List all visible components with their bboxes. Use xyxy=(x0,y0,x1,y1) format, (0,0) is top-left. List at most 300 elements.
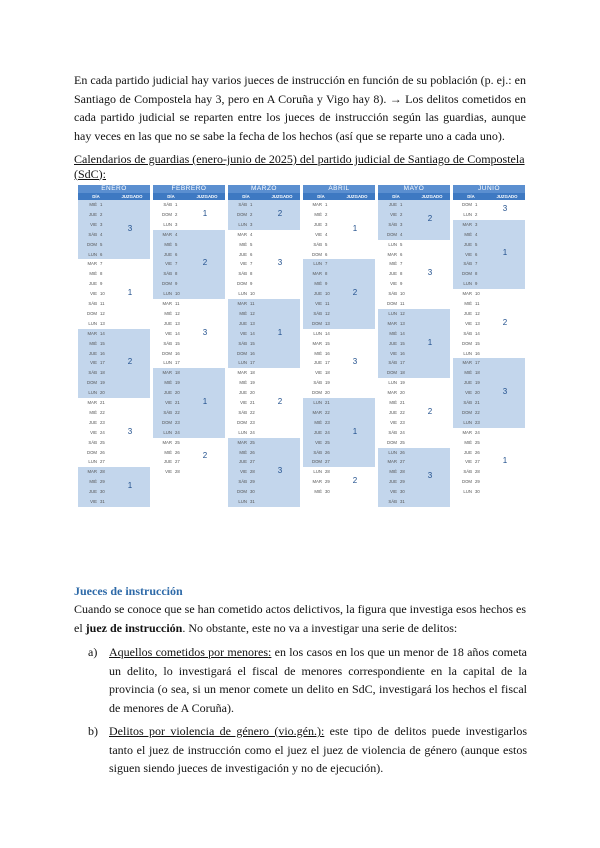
day-number: 8 xyxy=(100,271,103,277)
day-row xyxy=(153,289,189,299)
day-row xyxy=(228,428,264,438)
day-number: 6 xyxy=(475,251,478,257)
day-row xyxy=(78,408,114,418)
weekday: DOM xyxy=(386,301,397,306)
day-row xyxy=(453,250,489,260)
day-row xyxy=(78,497,114,507)
weekday: LUN xyxy=(313,261,322,267)
day-row xyxy=(153,398,189,408)
weekday: MAR xyxy=(162,231,172,237)
day-number: 16 xyxy=(175,350,180,356)
day-row xyxy=(78,319,114,329)
juzgado-number: 1 xyxy=(427,337,433,347)
column-headers xyxy=(153,193,225,200)
day-number: 8 xyxy=(475,271,478,277)
day-row xyxy=(303,250,339,260)
day-row xyxy=(453,329,489,339)
day-number: 16 xyxy=(100,350,105,356)
weekday: MAR xyxy=(387,320,397,326)
day-number: 4 xyxy=(175,231,178,237)
weekday: LUN xyxy=(238,429,247,435)
weekday: MIÉ xyxy=(164,310,172,316)
day-row xyxy=(378,210,414,220)
day-number: 10 xyxy=(400,291,405,297)
calendar-month xyxy=(228,185,300,507)
weekday: SÁB xyxy=(463,261,472,267)
day-row xyxy=(153,319,189,329)
day-number: 25 xyxy=(475,439,480,445)
day-number: 11 xyxy=(325,301,330,306)
day-number: 1 xyxy=(175,202,178,207)
day-row xyxy=(153,230,189,240)
day-number: 12 xyxy=(175,310,180,316)
day-number: 10 xyxy=(325,291,330,297)
day-row xyxy=(378,428,414,438)
day-number: 9 xyxy=(400,281,403,287)
weekday: VIE xyxy=(165,469,172,475)
day-number: 4 xyxy=(250,231,253,237)
day-row xyxy=(78,230,114,240)
day-number: 20 xyxy=(100,390,105,396)
weekday: SÁB xyxy=(88,439,97,445)
day-number: 14 xyxy=(475,330,480,336)
calendar-month xyxy=(303,185,375,507)
day-row xyxy=(453,388,489,398)
weekday: MIÉ xyxy=(314,211,322,217)
day-row xyxy=(378,378,414,388)
day-row xyxy=(453,289,489,299)
day-number: 4 xyxy=(100,231,103,237)
weekday: MIÉ xyxy=(314,350,322,356)
day-row xyxy=(303,457,339,467)
weekday: VIE xyxy=(315,370,322,376)
juzgado-number: 2 xyxy=(277,396,283,406)
day-number: 22 xyxy=(475,409,480,415)
day-row xyxy=(378,220,414,230)
juzgado-number: 1 xyxy=(352,426,358,436)
calendar-month xyxy=(378,185,450,507)
day-row xyxy=(228,349,264,359)
jueces-text-pre: Cuando se conoce que se han cometido actos delictivos, la figura que investiga esos hechos es el xyxy=(74,602,526,635)
weekday: MAR xyxy=(312,271,322,277)
day-number: 16 xyxy=(250,350,255,356)
weekday: LUN xyxy=(88,390,97,396)
weekday: MIÉ xyxy=(164,241,172,247)
day-row xyxy=(153,467,189,477)
juzgado-number: 3 xyxy=(427,471,433,481)
day-row xyxy=(378,448,414,458)
weekday: LUN xyxy=(238,221,247,227)
juzgado-number: 1 xyxy=(352,223,358,233)
day-number: 4 xyxy=(400,231,403,237)
weekday: MAR xyxy=(162,301,172,306)
day-number: 2 xyxy=(325,211,328,217)
weekday: DOM xyxy=(86,449,97,455)
day-number: 26 xyxy=(175,449,180,455)
weekday: MIÉ xyxy=(464,439,472,445)
day-row xyxy=(453,319,489,329)
day-number: 7 xyxy=(100,261,103,267)
day-row xyxy=(228,418,264,428)
weekday: VIE xyxy=(390,281,397,287)
day-row xyxy=(228,329,264,339)
day-row xyxy=(378,349,414,359)
weekday: MIÉ xyxy=(89,409,97,415)
day-row xyxy=(378,358,414,368)
day-number: 19 xyxy=(175,380,180,386)
day-row xyxy=(78,418,114,428)
day-row xyxy=(153,240,189,250)
day-row xyxy=(303,467,339,477)
weekday: SÁB xyxy=(163,202,172,207)
day-number: 21 xyxy=(250,400,255,405)
day-number: 13 xyxy=(100,320,105,326)
day-row xyxy=(378,339,414,349)
day-number: 11 xyxy=(100,301,105,306)
col-juzgado: JUZGADO xyxy=(121,194,143,199)
juzgado-number: 1 xyxy=(127,481,133,491)
weekday: MIÉ xyxy=(239,310,247,316)
day-row xyxy=(228,438,264,448)
weekday: VIE xyxy=(165,330,172,336)
day-row xyxy=(378,418,414,428)
weekday: JUE xyxy=(313,291,322,297)
day-row xyxy=(78,349,114,359)
weekday: MAR xyxy=(312,409,322,415)
weekday: VIE xyxy=(315,439,322,445)
day-number: 20 xyxy=(250,390,255,396)
day-number: 6 xyxy=(325,251,328,257)
weekday: SÁB xyxy=(388,429,397,435)
weekday: LUN xyxy=(88,320,97,326)
day-number: 22 xyxy=(175,409,180,415)
juzgado-number: 2 xyxy=(352,288,358,298)
weekday: SÁB xyxy=(238,409,247,415)
day-number: 24 xyxy=(475,429,480,435)
day-row xyxy=(453,220,489,230)
weekday: DOM xyxy=(311,390,322,396)
day-row xyxy=(228,467,264,477)
day-number: 10 xyxy=(175,291,180,297)
weekday: SÁB xyxy=(163,271,172,277)
day-number: 10 xyxy=(250,291,255,297)
weekday: MAR xyxy=(312,340,322,346)
day-row xyxy=(228,339,264,349)
weekday: VIE xyxy=(90,429,97,435)
weekday: LUN xyxy=(463,350,472,356)
column-headers xyxy=(303,193,375,200)
weekday: JUE xyxy=(88,211,97,217)
weekday: VIE xyxy=(390,350,397,356)
day-number: 17 xyxy=(250,360,255,366)
day-row xyxy=(153,428,189,438)
day-row xyxy=(453,279,489,289)
day-row xyxy=(303,368,339,378)
day-row xyxy=(78,279,114,289)
day-number: 22 xyxy=(250,409,255,415)
day-number: 17 xyxy=(100,360,105,366)
day-number: 20 xyxy=(175,390,180,396)
weekday: SÁB xyxy=(313,449,322,455)
day-number: 3 xyxy=(400,221,403,227)
day-row xyxy=(228,477,264,487)
juzgado-number: 3 xyxy=(427,268,433,278)
juzgado-number: 3 xyxy=(277,466,283,476)
weekday: VIE xyxy=(465,390,472,396)
weekday: JUE xyxy=(463,380,472,386)
day-number: 9 xyxy=(175,281,178,287)
day-number: 28 xyxy=(400,469,405,475)
day-row xyxy=(453,428,489,438)
juzgado-number: 3 xyxy=(127,223,133,233)
weekday: DOM xyxy=(86,310,97,316)
day-number: 23 xyxy=(400,419,405,425)
juzgado-number: 2 xyxy=(277,208,283,218)
day-number: 23 xyxy=(475,419,480,425)
day-row xyxy=(303,309,339,319)
col-dia: DÍA xyxy=(167,194,175,199)
day-row xyxy=(303,329,339,339)
day-row xyxy=(78,428,114,438)
day-row xyxy=(303,279,339,289)
day-number: 3 xyxy=(175,221,178,227)
weekday: DOM xyxy=(386,439,397,445)
day-number: 12 xyxy=(475,310,480,316)
weekday: VIE xyxy=(90,291,97,297)
day-row xyxy=(153,250,189,260)
juzgado-number: 2 xyxy=(352,476,358,486)
col-juzgado: JUZGADO xyxy=(346,194,368,199)
day-number: 20 xyxy=(400,390,405,396)
day-number: 12 xyxy=(400,310,405,316)
day-number: 30 xyxy=(475,489,480,495)
weekday: MAR xyxy=(387,251,397,257)
day-number: 27 xyxy=(100,459,105,465)
day-number: 12 xyxy=(100,310,105,316)
day-number: 27 xyxy=(250,459,255,465)
weekday: MIÉ xyxy=(464,301,472,306)
weekday: MIÉ xyxy=(389,400,397,405)
day-row xyxy=(78,289,114,299)
column-headers xyxy=(228,193,300,200)
weekday: VIE xyxy=(90,499,97,504)
weekday: MAR xyxy=(462,221,472,227)
day-row xyxy=(228,448,264,458)
day-number: 16 xyxy=(400,350,405,356)
day-row xyxy=(228,487,264,497)
day-row xyxy=(78,457,114,467)
jueces-text-post: . No obstante, este no va a investigar una serie de delitos: xyxy=(182,620,458,635)
day-number: 13 xyxy=(175,320,180,326)
weekday: LUN xyxy=(88,459,97,465)
day-row xyxy=(228,279,264,289)
day-number: 30 xyxy=(100,489,105,495)
day-row xyxy=(378,408,414,418)
day-number: 29 xyxy=(250,479,255,485)
weekday: JUE xyxy=(163,251,172,257)
day-row xyxy=(78,210,114,220)
day-row xyxy=(78,259,114,269)
day-number: 19 xyxy=(400,380,405,386)
day-row xyxy=(78,358,114,368)
day-number: 8 xyxy=(325,271,328,277)
weekday: MAR xyxy=(162,370,172,376)
day-number: 29 xyxy=(400,479,405,485)
weekday: MIÉ xyxy=(389,330,397,336)
weekday: VIE xyxy=(390,211,397,217)
weekday: MAR xyxy=(87,330,97,336)
juzgado-number: 1 xyxy=(202,208,208,218)
weekday: MIÉ xyxy=(239,241,247,247)
weekday: JUE xyxy=(388,202,397,207)
weekday: LUN xyxy=(163,360,172,366)
weekday: LUN xyxy=(463,211,472,217)
day-number: 3 xyxy=(325,221,328,227)
day-row xyxy=(153,339,189,349)
day-number: 15 xyxy=(100,340,105,346)
day-row xyxy=(78,240,114,250)
weekday: JUE xyxy=(88,281,97,287)
weekday: MAR xyxy=(462,291,472,297)
day-row xyxy=(78,487,114,497)
day-number: 8 xyxy=(400,271,403,277)
weekday: JUE xyxy=(313,221,322,227)
day-row xyxy=(78,368,114,378)
day-row xyxy=(78,398,114,408)
day-row xyxy=(303,408,339,418)
day-number: 31 xyxy=(250,499,255,504)
list-item-text xyxy=(109,722,527,778)
day-row xyxy=(378,200,414,210)
day-row xyxy=(153,408,189,418)
weekday: MAR xyxy=(162,439,172,445)
day-number: 9 xyxy=(475,281,478,287)
calendar-month xyxy=(453,185,525,507)
calendar-heading: Calendarios de guardias (enero-junio de 2025) del partido judicial de Santiago de Compostela (SdC): xyxy=(74,152,525,181)
day-number: 4 xyxy=(475,231,478,237)
day-number: 25 xyxy=(325,439,330,445)
day-row xyxy=(378,279,414,289)
day-number: 21 xyxy=(400,400,405,405)
day-number: 25 xyxy=(100,439,105,445)
day-row xyxy=(303,349,339,359)
weekday: LUN xyxy=(388,310,397,316)
juzgado-number: 2 xyxy=(502,317,508,327)
weekday: LUN xyxy=(238,360,247,366)
day-row xyxy=(453,240,489,250)
day-number: 13 xyxy=(325,320,330,326)
weekday: VIE xyxy=(390,419,397,425)
day-number: 11 xyxy=(475,301,480,306)
day-row xyxy=(303,358,339,368)
juzgado-number: 3 xyxy=(277,258,283,268)
day-number: 10 xyxy=(100,291,105,297)
day-number: 28 xyxy=(175,469,180,475)
day-number: 30 xyxy=(250,489,255,495)
weekday: LUN xyxy=(388,241,397,247)
day-number: 23 xyxy=(175,419,180,425)
weekday: MAR xyxy=(387,459,397,465)
weekday: DOM xyxy=(461,271,472,277)
list-item-label: b) xyxy=(88,724,98,738)
day-number: 26 xyxy=(100,449,105,455)
day-row xyxy=(153,269,189,279)
weekday: DOM xyxy=(461,202,472,207)
day-row xyxy=(303,477,339,487)
day-number: 11 xyxy=(250,301,255,306)
weekday: LUN xyxy=(238,499,247,504)
day-number: 26 xyxy=(250,449,255,455)
weekday: VIE xyxy=(240,469,247,475)
day-number: 17 xyxy=(325,360,330,366)
day-number: 25 xyxy=(175,439,180,445)
weekday: MAR xyxy=(237,370,247,376)
weekday: DOM xyxy=(386,370,397,376)
weekday: DOM xyxy=(236,419,247,425)
day-row xyxy=(303,240,339,250)
intro-paragraph: En cada partido judicial hay varios jueces de instrucción en función de su población (p. ej.: en Santiago de Compostela hay 3, pero en A Coruña y Vigo hay 8). → Los delitos cometidos en cada partido judicial se reparten entre los jueces de instrucción según las guardias, aunque hay veces en las que no se sabe la fecha de los hechos (así que se reparte uno a cada uno). xyxy=(74,73,526,143)
weekday: JUE xyxy=(163,320,172,326)
day-number: 26 xyxy=(325,449,330,455)
weekday: VIE xyxy=(165,400,172,405)
day-row xyxy=(303,319,339,329)
weekday: VIE xyxy=(90,221,97,227)
weekday: DOM xyxy=(161,211,172,217)
day-row xyxy=(453,339,489,349)
day-number: 23 xyxy=(100,419,105,425)
col-dia: DÍA xyxy=(467,194,475,199)
day-row xyxy=(78,200,114,210)
day-row xyxy=(303,200,339,210)
day-row xyxy=(453,448,489,458)
day-number: 6 xyxy=(175,251,178,257)
day-row xyxy=(228,230,264,240)
day-number: 18 xyxy=(400,370,405,376)
day-number: 29 xyxy=(325,479,330,485)
day-row xyxy=(303,428,339,438)
weekday: JUE xyxy=(88,419,97,425)
day-row xyxy=(78,299,114,309)
weekday: SÁB xyxy=(238,271,247,277)
day-number: 17 xyxy=(175,360,180,366)
weekday: MIÉ xyxy=(89,340,97,346)
col-dia: DÍA xyxy=(92,194,100,199)
day-row xyxy=(303,448,339,458)
col-juzgado: JUZGADO xyxy=(196,194,218,199)
juzgado-number: 2 xyxy=(202,258,208,268)
day-number: 7 xyxy=(250,261,253,267)
weekday: SÁB xyxy=(313,380,322,386)
weekday: MIÉ xyxy=(164,380,172,386)
day-row xyxy=(378,467,414,477)
day-row xyxy=(153,438,189,448)
weekday: MAR xyxy=(87,400,97,405)
day-row xyxy=(153,378,189,388)
month-header: ENERO xyxy=(78,185,150,193)
weekday: JUE xyxy=(238,459,247,465)
weekday: MAR xyxy=(462,429,472,435)
weekday: MAR xyxy=(387,390,397,396)
weekday: SÁB xyxy=(463,400,472,405)
day-number: 4 xyxy=(325,231,328,237)
list-item-head: Delitos por violencia de género (vio.gén.): xyxy=(109,724,325,738)
weekday: MAR xyxy=(237,231,247,237)
day-row xyxy=(153,210,189,220)
day-number: 31 xyxy=(400,499,405,504)
day-number: 20 xyxy=(475,390,480,396)
weekday: DOM xyxy=(236,489,247,495)
day-row xyxy=(453,467,489,477)
